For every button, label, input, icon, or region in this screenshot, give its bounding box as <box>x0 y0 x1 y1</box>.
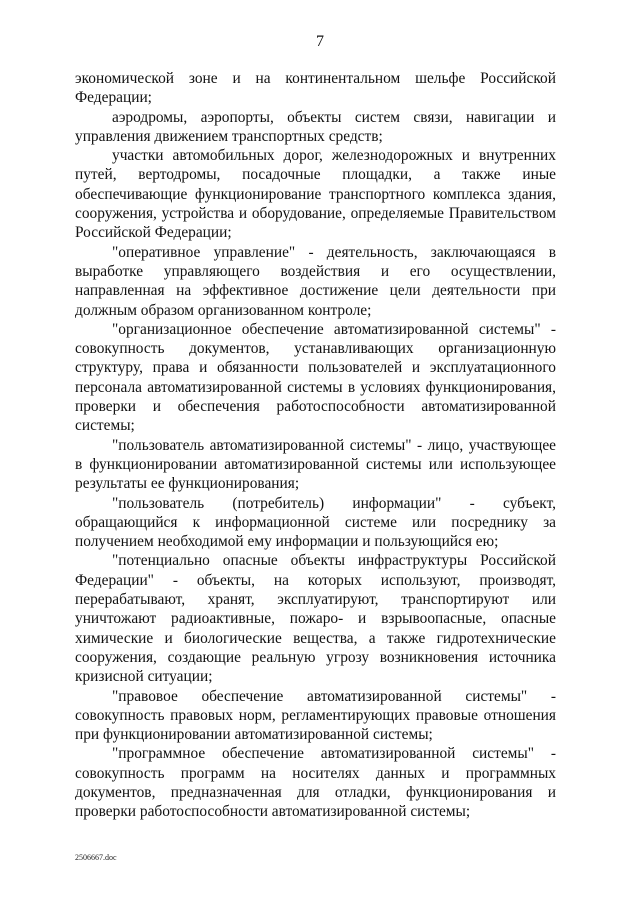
paragraph-continuation: экономической зоне и на континентальном шельфе Российской Федерации; <box>75 70 556 107</box>
paragraph-road-sections: участки автомобильных дорог, железнодорожных и внутренних путей, вертодромы, посадочные площадки, а также иные обеспечивающие функционирование транспортного комплекса здания, сооружения, устройства и оборудование, определяемые Правительством Российской Федерации; <box>75 147 556 242</box>
paragraph-organizational-support: "организационное обеспечение автоматизированной системы" - совокупность документов, устанавливающих организационную структуру, права и обязанности пользователей и эксплуатационного персонала автоматизированной системы в условиях функционирования, проверки и обеспечения работоспособности автоматизированной системы; <box>75 320 556 435</box>
paragraph-aerodromes: аэродромы, аэропорты, объекты систем связи, навигации и управления движением транспортных средств; <box>75 108 556 145</box>
page-number: 7 <box>316 33 324 50</box>
paragraph-legal-support: "правовое обеспечение автоматизированной системы" - совокупность правовых норм, регламентирующих правовые отношения при функционировании автоматизированной системы; <box>75 687 556 744</box>
paragraph-system-user: "пользователь автоматизированной системы" - лицо, участвующее в функционировании автоматизированной системы или использующее результаты ее функционирования; <box>75 436 556 493</box>
paragraph-hazardous-objects: "потенциально опасные объекты инфраструктуры Российской Федерации" - объекты, на которых используют, производят, перерабатывают, хранят, эксплуатируют, транспортируют или уничтожают радиоактивные, пожаро- и взрывоопасные, опасные химические и биологические вещества, а также гидротехнические сооружения, создающие реальную угрозу возникновения источника кризисной ситуации; <box>75 552 556 686</box>
paragraph-software: "программное обеспечение автоматизированной системы" - совокупность программ на носителях данных и программных документов, предназначенная для отладки, функционирования и проверки работоспособности автоматизированной системы; <box>75 745 556 821</box>
document-filename: 2506667.doc <box>75 853 117 862</box>
document-body <box>75 69 556 822</box>
paragraph-operational-management: "оперативное управление" - деятельность, заключающаяся в выработке управляющего воздействия и его осуществлении, направленная на эффективное достижение цели деятельности при должным образом организованном контроле; <box>75 243 556 319</box>
paragraph-information-consumer: "пользователь (потребитель) информации" - субъект, обращающийся к информационной системе или посреднику за получением необходимой ему информации и пользующийся ею; <box>75 494 556 551</box>
